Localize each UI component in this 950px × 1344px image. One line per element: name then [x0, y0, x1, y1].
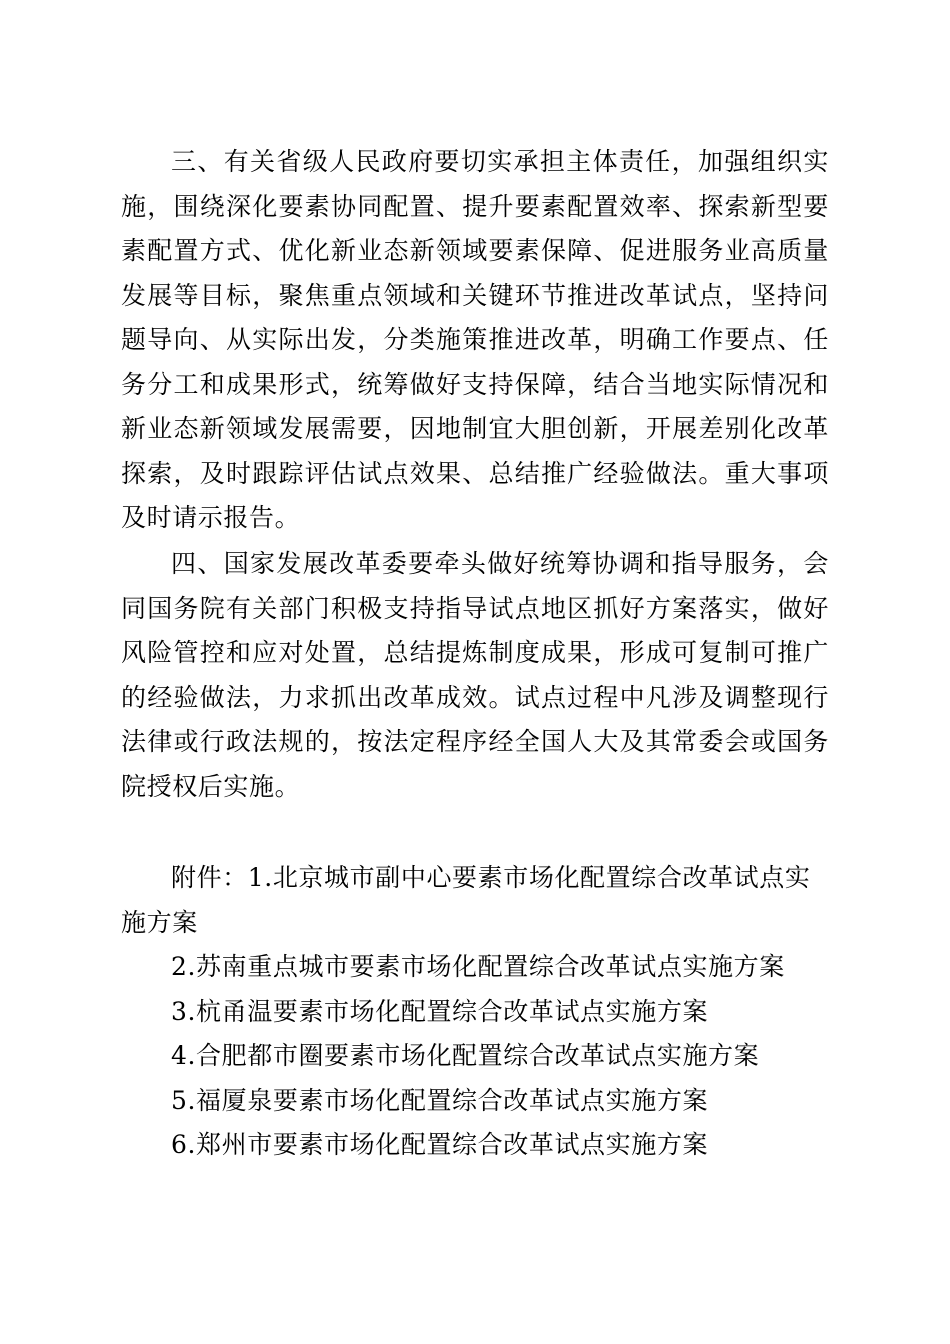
paragraph-three: 三、有关省级人民政府要切实承担主体责任，加强组织实施，围绕深化要素协同配置、提升要素配置效率、探索新型要素配置方式、优化新业态新领域要素保障、促进服务业高质量发展等目标，聚焦重点领域和关键环节推进改革试点，坚持问题导向、从实际出发，分类施策推进改革，明确工作要点、任务分工和成果形式，统筹做好支持保障，结合当地实际情况和新业态新领域发展需要，因地制宜大胆创新，开展差别化改革探索，及时跟踪评估试点效果、总结推广经验做法。重大事项及时请示报告。: [121, 147, 829, 532]
attachment-item-1: 附件：1.北京城市副中心要素市场化配置综合改革试点实施方案: [121, 863, 811, 937]
attachment-item-5: 5.福厦泉要素市场化配置综合改革试点实施方案: [171, 1085, 709, 1115]
attachment-item-6: 6.郑州市要素市场化配置综合改革试点实施方案: [171, 1130, 709, 1159]
attachment-item-3: 3.杭甬温要素市场化配置综合改革试点实施方案: [171, 996, 709, 1026]
attachment-item-2: 2.苏南重点城市要素市场化配置综合改革试点实施方案: [171, 952, 785, 981]
paragraph-four: 四、国家发展改革委要牵头做好统筹协调和指导服务，会同国务院有关部门积极支持指导试点地区抓好方案落实，做好风险管控和应对处置，总结提炼制度成果，形成可复制可推广的经验做法，力求抓出改革成效。试点过程中凡涉及调整现行法律或行政法规的，按法定程序经全国人大及其常委会或国务院授权后实施。: [121, 549, 829, 801]
attachment-item-4: 4.合肥都市圈要素市场化配置综合改革试点实施方案: [171, 1041, 760, 1070]
attachments-section: [121, 856, 829, 1168]
attachment-list: [121, 945, 829, 1168]
